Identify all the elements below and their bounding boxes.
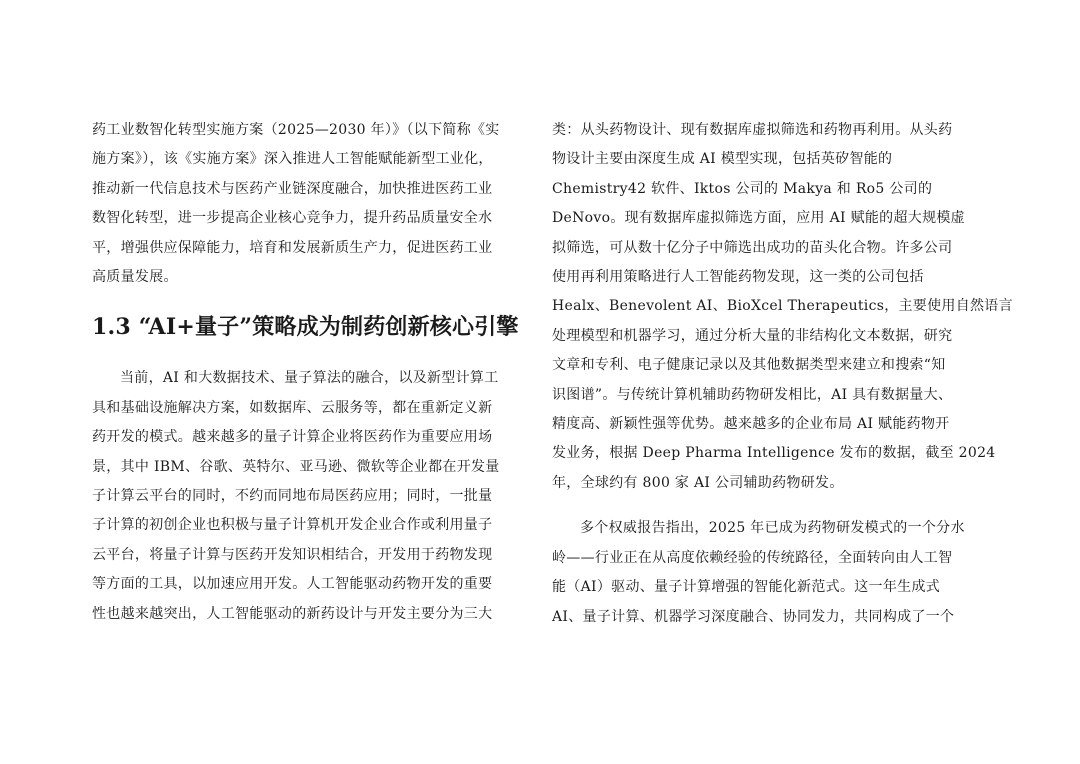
text-line: 云平台，将量子计算与医药开发知识相结合，开发用于药物发现 [92,546,493,563]
text-line: 使用再利用策略进行人工智能药物发现，这一类的公司包括 [552,269,924,286]
text-line: AI、量子计算、机器学习深度融合、协同发力，共同构成了一个 [552,608,955,625]
text-line: 高质量发展。 [92,269,178,286]
text-line: 施方案》），该《实施方案》深入推进人工智能赋能新型工业化， [92,151,493,168]
text-line: Healx、Benevolent AI、BioXcel Therapeutics，主要使用自然语言 [552,298,1013,315]
text-line: 岭——行业正在从高度依赖经验的传统路径，全面转向由人工智 [552,549,953,566]
text-line: 精度高、新颖性强等优势。越来越多的企业布局 AI 赋能药物开 [552,416,950,433]
drug-design-paragraph [552,116,1013,498]
text-line: 处理模型和机器学习，通过分析大量的非结构化文本数据，研究 [552,327,953,344]
text-line: DeNovo。现有数据库虚拟筛选方面，应用 AI 赋能的超大规模虚 [552,210,965,227]
intro-paragraph [92,116,528,292]
text-line: 发业务，根据 Deep Pharma Intelligence 发布的数据，截至 2024 [552,445,996,462]
text-line: 物设计主要由深度生成 AI 模型实现，包括英矽智能的 [552,151,893,168]
text-line: 等方面的工具，以加速应用开发。人工智能驱动药物开发的重要 [92,576,493,593]
text-line: 平，增强供应保障能力，培育和发展新质生产力，促进医药工业 [92,239,493,256]
paradigm-shift-paragraph [552,514,988,632]
text-line: 识图谱”。与传统计算机辅助药物研发相比，AI 具有数据量大、 [552,386,953,403]
text-line: 文章和专利、电子健康记录以及其他数据类型来建立和搜索“知 [552,357,946,374]
text-line: 性也越来越突出，人工智能驱动的新药设计与开发主要分为三大 [92,605,493,622]
left-column [92,116,528,629]
text-line: 子计算云平台的同时，不约而同地布局医药应用；同时，一批量 [92,488,493,505]
text-line: Chemistry42 软件、Iktos 公司的 Makya 和 Ro5 公司的 [552,180,933,197]
text-line: 年，全球约有 800 家 AI 公司辅助药物研发。 [552,474,844,491]
right-column [552,116,1013,632]
body-paragraph [92,364,528,629]
text-line: 景，其中 IBM、谷歌、英特尔、亚马逊、微软等企业都在开发量 [92,458,500,475]
text-line: 能（AI）驱动、量子计算增强的智能化新范式。这一年生成式 [552,579,941,596]
text-line: 药工业数智化转型实施方案（2025—2030 年）》（以下简称《实 [92,122,500,138]
text-line: 拟筛选，可从数十亿分子中筛选出成功的苗头化合物。许多公司 [552,239,953,256]
text-line: 类：从头药物设计、现有数据库虚拟筛选和药物再利用。从头药 [552,122,953,138]
text-line: 推动新一代信息技术与医药产业链深度融合，加快推进医药工业 [92,180,493,197]
text-line: 具和基础设施解决方案，如数据库、云服务等，都在重新定义新 [92,399,493,416]
text-line: 多个权威报告指出，2025 年已成为药物研发模式的一个分水 [580,520,965,537]
section-heading: 1.3 “AI+量子”策略成为制药创新核心引擎 [92,314,519,341]
text-line: 当前，AI 和大数据技术、量子算法的融合，以及新型计算工 [120,370,499,387]
text-line: 子计算的初创企业也积极与量子计算机开发企业合作或利用量子 [92,517,493,534]
text-line: 数智化转型，进一步提高企业核心竞争力，提升药品质量安全水 [92,210,493,227]
text-line: 药开发的模式。越来越多的量子计算企业将医药作为重要应用场 [92,429,493,446]
